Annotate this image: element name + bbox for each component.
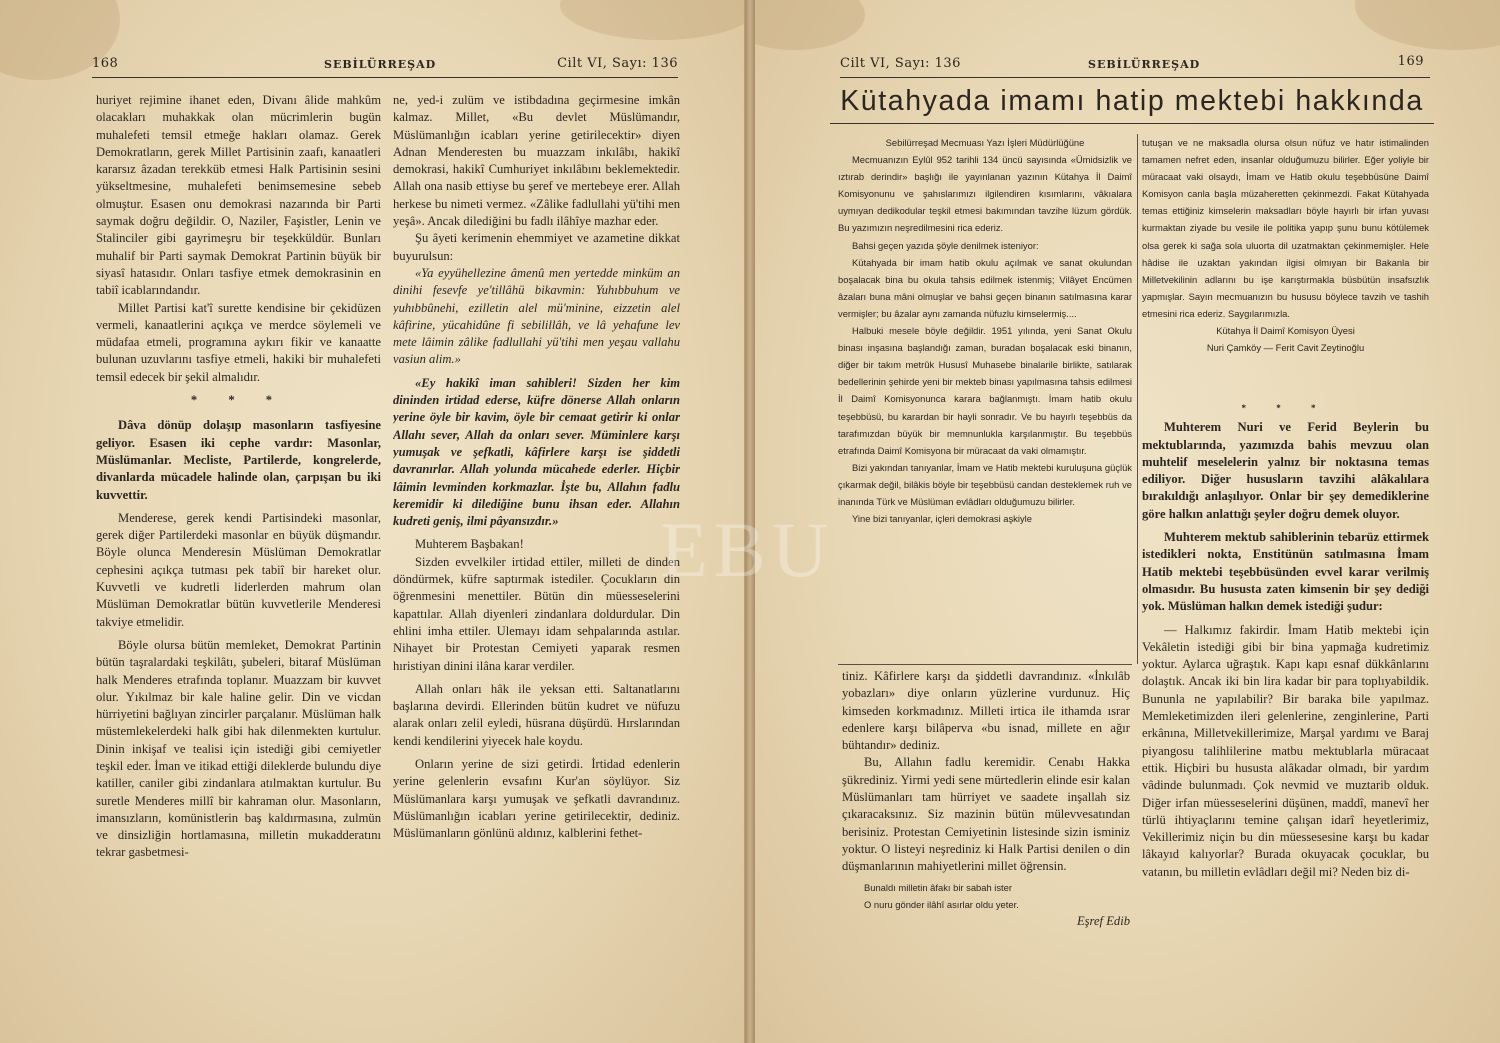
author-signature: Eşref Edib <box>1076 913 1130 928</box>
paragraph: Bizi yakından tanıyanlar, İmam ve Hatib mektebi kuruluşuna güçlük çıkarmak değil, bilâkis böyle bir teşebbüsü candan desteklemek ruh ve inanında Türk ve Müslüman evlâdları olduğumuzu bilirler. <box>838 461 1132 507</box>
paragraph: Böyle olursa bütün memleket, Demokrat Partinin bütün taşralardaki teşkilâtı, şubeleri, bitaraf Müslüman halk Menderes etrafında toplanır. Muazzam bir kuvvet olur. Yıkılmaz bir kale haline gelir. Din ve vicdan hürriyetini bağlıyan zincirler parçalanır. Müslüman halk müstemlekelerdeki halk gibi hak dilenmekten kurtulur. Dinin inkişaf ve tealisi için istediği gibi cemiyetler teşkil eder. İman ve itikad ettiği dileklerde bulundu diye katiller, caniler gibi zindanlara atılmaktan kurtulur. Bu suretle Menderes millî bir kahraman olur. Masonların, imansızların, komünistlerin baş kaldırmasına, zulmün ve dinsizliğin hortlamasına, milletin mukadderatını tekrar gasbetmesi- <box>96 637 381 860</box>
issue-info: Cilt VI, Sayı: 136 <box>840 56 961 71</box>
letter-column-2 <box>1142 134 1429 420</box>
issue-info: Cilt VI, Sayı: 136 <box>557 56 678 71</box>
section-separator: * * * <box>190 393 287 408</box>
page-number: 169 <box>1397 54 1424 69</box>
running-header <box>840 56 1430 78</box>
paragraph: huriyet rejimine ihanet eden, Divanı âlide mahkûm olacakları muhakkak olan mücrimlerin bugün muhalefeti temsil etmeğe hakları olamaz. Gerek Demokratların, gerek Millet Partisinin zaafı, kanaatleri kararsız âzadan terekküb etmesi Halk Partisinin sesini yükseltmesine, muhalefeti benimsemesine sebeb olmuştur. Esasen onu demokrasi nazarında bir Parti saymak doğru değildir. O, Naziler, Faşistler, Lenin ve Stalinciler gibi gayrimeşru bir teşekküldür. Bunları muhalif bir Parti saymak Demokrat Partinin büyük bir siyasî hatasıdır. Onları tasfiye etmek demokrasinin en tabiî icablarındandır. <box>96 93 381 298</box>
address-line: Muhterem Başbakan! <box>415 537 524 552</box>
watermark-text: EBU <box>660 506 834 593</box>
paragraph: Dâva dönüp dolaşıp masonların tasfiyesine geliyor. Esasen iki cephe vardır: Masonlar, Müslümanlar. Mecliste, Partilerde, kongrelerde, divanlarda mücadele halinde olan, çarpışan bu iki kuvvettir. <box>96 418 381 502</box>
paragraph: Sizden evvelkiler irtidad ettiler, milleti de dinden döndürmek, küfre saptırmak istediler. Çocukların din öğrenmesini menettiler. Bütün din müesseselerini kapattılar. Allah diyenleri zindanlara doldurdular. Din ehlini imha ettiler. Ulemayı idam sehpalarında astılar. Nihayet bir Protestan Cemiyeti yaparak resmen hıristiyan dinini ilâna karar verdiler. <box>393 554 680 673</box>
paragraph: Halbuki mesele böyle değildir. 1951 yılında, yeni Sanat Okulu binası inşasına başlandığı zaman, buradan boşalacak eski binanın, diğer bir takım metrûk Hususî Muhasebe binalarile birlikte, satılarak bedellerinin şehirde yeni bir mekteb binası yapılmasına tahsis edilmesi İl Daimî Komisyonunca karara bağlanmıştı. İmam hatib okulu teşebbüsü, bu karardan bir hayli sonradır. Ve bu hayırlı teşebbüs da tarafımızdan büyük bir memnunlukla karşılanmıştır. Bu teşebbüs etrafında Daimî Komisyona bir müracaat da vaki olmamıştır. <box>838 325 1132 456</box>
paper-stain <box>1355 0 1500 50</box>
letter-column-1 <box>838 134 1132 662</box>
reply-column <box>1142 400 1429 980</box>
paragraph: Kütahyada bir imam hatib okulu açılmak ve sanat okulundan boşalacak bina bu okula tahsis edilmek istenmiş; Vilâyet Encümen âzaları buna mâni olmuşlar ve bahsi geçen binanın satılmasına karar vermişler; bu âzalar aynı zamanda nüfuzlu kimselermiş.... <box>838 256 1132 319</box>
paragraph: Onların yerine de sizi getirdi. İrtidad edenlerin yerine gelenlerin evsafını Kur'an söylüyor. Siz Müslümanlara karşı yumuşak ve şefkatli davrandınız. Müslümanlığın icabları yerine getirilecektir, dediniz. Müslümanların gönlünü aldınız, kalblerini fethet- <box>393 756 680 841</box>
paragraph: Millet Partisi kat'î surette kendisine bir çekidüzen vermeli, kanaatlerini açıkça ve merdce söylemeli ve müdafaa etmeli, programına aykırı fikir ve kanaatte bulunan uzuvlarını tasfiye etmeli, hakiki bir muhalefeti temsil edecek bir şekil almalıdır. <box>96 300 381 384</box>
paragraph: — Halkımız fakirdir. İmam Hatib mektebi için Vekâletin istediği gibi bir bina yapmağa kudretimiz yoktur. Aylarca uğraştık. Kapı kapı esnaf dükkânlarını dolaştık. Ancak iki bin lira kadar bir para toplıyabildik. Bununla ne yapılabilir? Bir baraka bile yapılmaz. Memleketimizden ileri gelenlerine, zenginlerine, Parti erkânına, Milletvekillerimize, Marşal yardımı ve Baraj piyangosu talihlilerine matbu mektublarla müracaat ettik. Hiçbiri bu hususta alâkadar olmadı, bir yardım vâdinde bulunmadı. Çok nevmid ve muztarib olduk. Diğer irfan müesseselerini düşünen, maddî, manevî her türlü ihtiyaçlarını temine çalışan idarî heyetlerimiz, Vekillerimiz niçin bu din müessesesine karşı bu kadar lâkayıd kalıyorlar? Burada okuyacak çocuklar, bu vatanın, bu milletin evlâdları değil mi? Neden biz di- <box>1142 622 1429 879</box>
paragraph: Bu, Allahın fadlu keremidir. Cenabı Hakka şükrediniz. Yirmi yedi sene mürtedlerin elinde esir kalan Müslümanları tam hürriyet ve saadete inşallah siz çıkaracaksınız. Siz mazinin bütün mülevvesatından berisiniz. Protestan Cemiyetinin listesinde sizin isminiz yoktur. O listeyi neşrediniz ki Halk Partisi denilen o din düşmanlarının mahiyetlerini millet öğrensin. <box>842 755 1130 874</box>
left-page <box>0 0 745 1043</box>
left-column-2 <box>393 92 680 972</box>
paragraph: Menderese, gerek kendi Partisindeki masonlar, gerek diğer Partilerdeki masonlar en büyük düşmandır. Böyle olunca Menderesin Müslüman Demokratlar cephesini açıkça tutması pek tabiî bir hareket olur. Kuvvetli ve kudretli liderlerden mahrum olan Müslüman Demokratlar bütün kuvvetlerile Menderesi takviye etmelidir. <box>96 510 381 629</box>
paragraph: Bahsi geçen yazıda şöyle denilmek isteniyor: <box>852 239 1039 251</box>
section-rule <box>838 664 1132 665</box>
signatory-names: Nuri Çamköy — Ferit Cavit Zeytinoğlu <box>1206 342 1365 354</box>
left-column-1 <box>96 92 381 972</box>
paper-stain <box>755 0 865 50</box>
poem-line: Bunaldı milletin âfakı bir sabah ister <box>864 881 1012 893</box>
running-header <box>92 56 678 78</box>
verse-translation: «Ey hakikî iman sahibleri! Sizden her kim dininden irtidad ederse, küfre dönerse Allah onların yerine öyle bir kavim, öyle bir cemaat getirir ki onlar Allahı sever, Allah da onları sever. Müminlere karşı yumuşak ve şefkatli, kâfirlere karşı ise şiddetli davranırlar. Allah yolunda mücahede ederler. Hiçbir lâimin levminden korkmazlar. İşte bu, Allahın fadlu keremidir ki dilediğine bunu ihsan eder. Allahın kudreti geniş, ilmi pâyansızdır.» <box>393 375 680 529</box>
page-number: 168 <box>92 56 119 71</box>
paragraph: Muhterem mektub sahiblerinin tebarüz ettirmek istedikleri nokta, Enstitünün satılmasına İmam Hatib mektebi teşebbüsünden evvel karar verilmiş olmasıdır. Bu hususta zaten kimsenin bir şey dediği yok. Müslüman halkın demek istediği şudur: <box>1142 530 1429 614</box>
paragraph: Mecmuanızın Eylûl 952 tarihli 134 üncü sayısında «Ümidsizlik ve ıztırab derindir» başlığı ile yayınlanan yazının Kütahya İl Daimî Komisyonunu ve şahıslarımızı ilgilendiren kısımlarını, vâkıalara uymıyan dedikodular teşkil etmesi bakımından tavzihe lüzum gördük. Bu yazımızın neşredilmesini rica ederiz. <box>838 154 1132 234</box>
continuation-column <box>842 668 1130 980</box>
section-separator: * * * <box>1241 403 1330 413</box>
paragraph: Yine bizi tanıyanlar, içleri demokrasi aşkiyle <box>852 513 1032 525</box>
page-gutter <box>745 0 755 1043</box>
paragraph: tutuşan ve ne maksadla olursa olsun nüfuz ve hatır istimalinden tamamen nefret eden, insanlar olduğumuzu bilirler. Eğer yoliyle bir müracaat vaki olsaydı, İmam ve Hatib okulu teşebbüsüne Daimî Komisyon canla başla müzaheretten çekinmezdi. Fakat Kütahyada temas ettiğiniz kimselerin maksadları böyle hayırlı bir irfan yuvası kurmaktan ziyade bu vesile ile politika yapıp şunu bunu kötülemek olsa gerek ki sağa sola uluorta dil uzatmaktan çekinmemişler. Hele hâdise ile uzaktan yakından ilgisi olmıyan bir Bakanla bir Milletvekilinin adlarını bu işe karıştırmakla büsbütün insafsızlık yapmışlar. Sayın mecmuanızın bu hususu böylece tavzih ve tashih etmesini rica ederiz. Saygılarımızla. <box>1142 137 1429 319</box>
paragraph: ne, yed-i zulüm ve istibdadına geçirmesine imkân kalmaz. Millet, «Bu devlet Müslümandır, Müslümanlığın icabları yerine getirilecektir» diyen Adnan Menderesten bu muazzam inkılâbı, hakikî demokrasi, hakikî Cumhuriyet inkılâbını beklemektedir. Allah ona nasib ettiyse bu şeref ve mertebeye erer. Allah herkese bu nimeti vermez. «Zâlike fadlullahi yü'tihi men yeşâ». Ancak dilediğini bu fadlı ilâhîye mazhar eder. <box>393 93 680 229</box>
paragraph: Allah onları hâk ile yeksan etti. Saltanatlarını başlarına devirdi. Ellerinden bütün kudret ve nüfuzu alarak onları zelil eyledi, hüsrana düşürdü. Hırslarından kendi kendilerini yiyecek hale koydu. <box>393 681 680 748</box>
letter-salutation: Sebilürreşad Mecmuası Yazı İşleri Müdürlüğüne <box>885 137 1085 148</box>
verse-transliteration: «Ya eyyühellezine âmenû men yertedde minküm an dinihi fesevfe ye'tillâhü bikavmin: Yuhıbbuhum ve yuhıbbûnehi, ezilletin alel mü'minine, eizzetin alel kâfirine, yücahidûne fi sebilillâh, ve lâ yehafune lev mete lâimin zâlike fadlullahi yü'tihi men yeşau vallahu vasiun alim.» <box>393 265 680 367</box>
paragraph: tiniz. Kâfirlere karşı da şiddetli davrandınız. «İnkılâb yobazları» diye onların yüzlerine vurdunuz. Hiç kimseden korkmadınız. Milleti irtica ile ithamda ısrar edenlere karşı bilâperva «bu isnad, millete en ağır bühtandır» dediniz. <box>842 669 1130 753</box>
poem-line: O nuru gönder ilâhî asırlar oldu yeter. <box>864 898 1019 910</box>
paper-stain <box>560 0 745 40</box>
paragraph: Şu âyeti kerimenin ehemmiyet ve azametine dikkat buyurulsun: <box>393 231 680 263</box>
masthead: SEBİLÜRREŞAD <box>1088 58 1201 71</box>
paragraph: Muhterem Nuri ve Ferid Beylerin bu mektublarında, yazımızda bahis mevzuu olan muhtelif meselelerin yalnız bir noktasına temas ediliyor. Diğer hususların tavzihi alâkalılara bırakıldığı anlaşılıyor. Onlar bir şey demediklerine göre halkın anlattığı şeyler doğru demek oluyor. <box>1142 420 1429 521</box>
signatory-title: Kütahya İl Daimî Komisyon Üyesi <box>1216 325 1355 337</box>
column-rule <box>1137 134 1138 664</box>
article-title: Kütahyada imamı hatip mektebi hakkında <box>830 82 1434 124</box>
masthead: SEBİLÜRREŞAD <box>324 58 437 71</box>
